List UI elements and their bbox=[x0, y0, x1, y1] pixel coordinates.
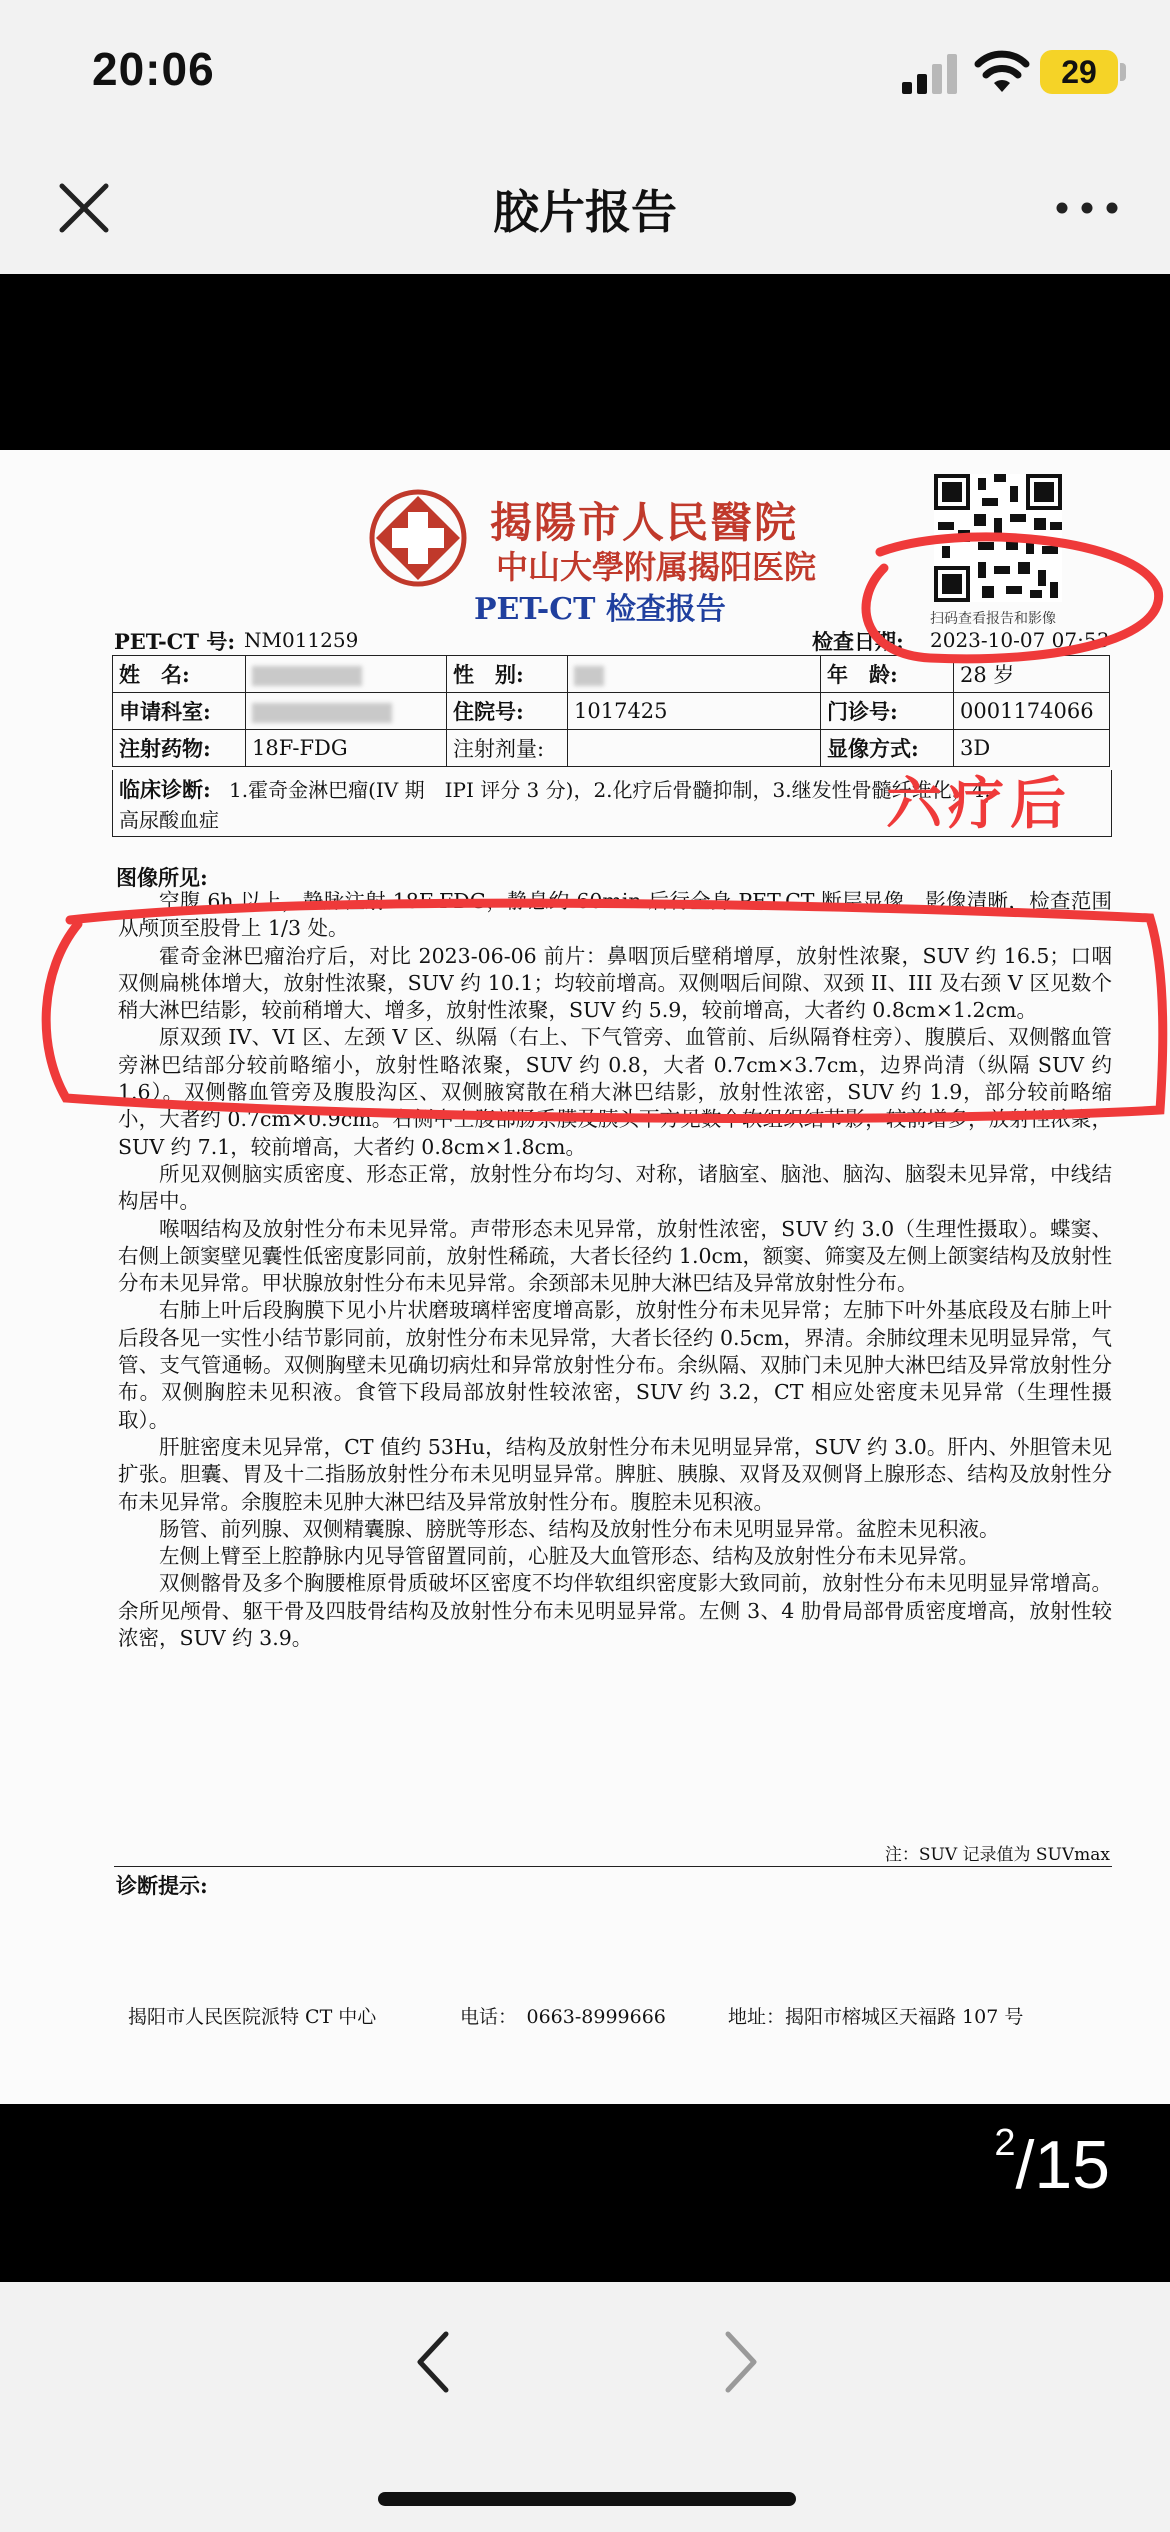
petct-number-label: PET-CT 号: bbox=[114, 629, 236, 654]
findings-paragraph: 所见双侧脑实质密度、形态正常，放射性分布均匀、对称，诸脑室、脑池、脑沟、脑裂未见异常，中线结构居中。 bbox=[118, 1161, 1112, 1214]
total-pages: /15 bbox=[1015, 2127, 1110, 2203]
battery-tip bbox=[1120, 63, 1126, 81]
findings-paragraph: 左侧上臂至上腔静脉内见导管留置同前，心脏及大血管形态、结构及放射性分布未见异常。 bbox=[159, 1544, 979, 1569]
findings-label: 图像所见: bbox=[116, 865, 208, 890]
name-value bbox=[246, 656, 447, 693]
patient-info-table bbox=[112, 655, 1110, 767]
hospital-subtitle: 中山大學附属揭阳医院 bbox=[496, 548, 817, 586]
report-title: PET-CT 检查报告 bbox=[474, 592, 726, 627]
divider bbox=[114, 1866, 1112, 1867]
dept-label: 申请科室: bbox=[113, 693, 246, 730]
findings-text bbox=[118, 888, 1112, 1652]
dose-label: 注射剂量: bbox=[447, 730, 568, 767]
qr-caption: 扫码查看报告和影像 bbox=[930, 611, 1056, 627]
findings-paragraph: 双侧髂骨及多个胸腰椎原骨质破坏区密度不均伴软组织密度影大致同前，放射性分布未见明显异常增高。余所见颅骨、躯干骨及四肢骨结构及放射性分布未见明显异常。左侧 3、4 肋骨局部骨质密度增高，放射性较浓密，SUV 约 3.9。 bbox=[118, 1571, 1112, 1651]
nav-bar bbox=[0, 140, 1170, 274]
qr-code-icon bbox=[934, 474, 1062, 602]
age-value: 28 岁 bbox=[954, 656, 1110, 693]
battery-icon: 29 bbox=[1040, 50, 1118, 94]
status-time: 20:06 bbox=[92, 43, 215, 95]
drug-label: 注射药物: bbox=[113, 730, 246, 767]
clinical-diagnosis-line1: 1.霍奇金淋巴瘤(IV 期 IPI 评分 3 分)，2.化疗后骨髓抑制，3.继发性骨髓纤维化，4. bbox=[229, 778, 991, 802]
exam-date-value: 2023-10-07 07:53 bbox=[930, 628, 1110, 652]
annotation-text: 六疗后 bbox=[886, 772, 1072, 837]
chevron-right-icon[interactable] bbox=[710, 2322, 770, 2402]
outpatient-value: 0001174066 bbox=[954, 693, 1110, 730]
status-bar bbox=[0, 0, 1170, 140]
report-image[interactable] bbox=[0, 450, 1170, 2104]
more-options-icon[interactable] bbox=[1052, 180, 1122, 236]
sex-value bbox=[568, 656, 821, 693]
hospital-logo-icon bbox=[368, 488, 468, 588]
findings-paragraph: 霍奇金淋巴瘤治疗后，对比 2023-06-06 前片：鼻咽顶后壁稍增厚，放射性浓聚，SUV 约 16.5；口咽双侧扁桃体增大，放射性浓聚，SUV 约 10.1；均较前增高。双侧咽后间隙、双颈 II、III 及右颈 V 区见数个稍大淋巴结影，较前稍增大、增多，放射性浓聚，SUV 约 5.9，较前增高，大者约 0.8cm×1.2cm。 bbox=[118, 943, 1112, 1023]
page-counter bbox=[994, 2122, 1110, 2204]
suv-note: 注：SUV 记录值为 SUVmax bbox=[884, 1845, 1110, 1865]
wifi-icon bbox=[974, 48, 1030, 94]
page-title: 胶片报告 bbox=[493, 185, 677, 239]
clinical-diagnosis-label: 临床诊断: bbox=[119, 777, 211, 802]
footer-center-name: 揭阳市人民医院派特 CT 中心 bbox=[128, 2006, 377, 2028]
inpatient-label: 住院号: bbox=[447, 693, 568, 730]
display-mode-value: 3D bbox=[954, 730, 1110, 767]
diagnosis-hint-label: 诊断提示: bbox=[116, 1873, 208, 1898]
viewer-bottom-bar bbox=[0, 2104, 1170, 2282]
current-page: 2 bbox=[994, 2122, 1016, 2164]
chevron-left-icon[interactable] bbox=[404, 2322, 464, 2402]
clinical-diagnosis-line2: 高尿酸血症 bbox=[119, 808, 219, 832]
home-indicator[interactable] bbox=[378, 2492, 796, 2506]
bottom-nav bbox=[0, 2282, 1170, 2532]
drug-value: 18F-FDG bbox=[246, 730, 447, 767]
findings-paragraph: 肠管、前列腺、双侧精囊腺、膀胱等形态、结构及放射性分布未见明显异常。盆腔未见积液。 bbox=[159, 1516, 1000, 1541]
exam-date-label: 检查日期: bbox=[812, 629, 904, 654]
sex-label: 性 别: bbox=[447, 656, 568, 693]
dept-value bbox=[246, 693, 447, 730]
inpatient-value: 1017425 bbox=[568, 693, 821, 730]
age-label: 年 龄: bbox=[821, 656, 954, 693]
petct-number-value: NM011259 bbox=[244, 628, 359, 652]
findings-paragraph: 肝脏密度未见异常，CT 值约 53Hu，结构及放射性分布未见明显异常，SUV 约 3.0。肝内、外胆管未见扩张。胆囊、胃及十二指肠放射性分布未见明显异常。脾脏、胰腺、双肾及双侧肾上腺形态、结构及放射性分布未见异常。余腹腔未见肿大淋巴结及异常放射性分布。腹腔未见积液。 bbox=[118, 1434, 1112, 1514]
findings-paragraph: 原双颈 IV、VI 区、左颈 V 区、纵隔（右上、下气管旁、血管前、后纵隔脊柱旁）、腹膜后、双侧髂血管旁淋巴结部分较前略缩小，放射性略浓聚，SUV 约 0.8，大者 0.7cm×3.7cm，边界尚清（纵隔 SUV 约 1.6）。双侧髂血管旁及腹股沟区、双侧腋窝散在稍大淋巴结影，放射性浓密，SUV 约 1.9，部分较前略缩小，大者约 0.7cm×0.9cm。右侧中上腹部肠系膜及胰头下方见数个软组织结节影，较前增多，放射性浓聚，SUV 约 7.1，较前增高，大者约 0.8cm×1.8cm。 bbox=[118, 1025, 1112, 1159]
footer-phone: 电话： 0663-8999666 bbox=[460, 2006, 666, 2028]
cellular-signal-icon bbox=[900, 52, 960, 94]
name-label: 姓 名: bbox=[113, 656, 246, 693]
findings-paragraph: 空腹 6h 以上，静脉注射 18F-FDG，静息约 60min 后行全身 PET-CT 断层显像，影像清晰，检查范围从颅顶至股骨上 1/3 处。 bbox=[118, 889, 1112, 941]
dose-value bbox=[568, 730, 821, 767]
findings-paragraph: 右肺上叶后段胸膜下见小片状磨玻璃样密度增高影，放射性分布未见异常；左肺下叶外基底段及右肺上叶后段各见一实性小结节影同前，放射性分布未见异常，大者长径约 0.5cm，界清。余肺纹理未见明显异常，气管、支气管通畅。双侧胸壁未见确切病灶和异常放射性分布。余纵隔、双肺门未见肿大淋巴结及异常放射性分布。双侧胸腔未见积液。食管下段局部放射性较浓密，SUV 约 3.2，CT 相应处密度未见异常（生理性摄取）。 bbox=[118, 1298, 1112, 1432]
footer-address: 地址：揭阳市榕城区天福路 107 号 bbox=[728, 2006, 1024, 2028]
display-mode-label: 显像方式: bbox=[821, 730, 954, 767]
viewer-top-bar bbox=[0, 274, 1170, 450]
hospital-name: 揭陽市人民醫院 bbox=[490, 498, 799, 547]
outpatient-label: 门诊号: bbox=[821, 693, 954, 730]
findings-paragraph: 喉咽结构及放射性分布未见异常。声带形态未见异常，放射性浓密，SUV 约 3.0（生理性摄取）。蝶窦、右侧上颌窦壁见囊性低密度影同前，放射性稀疏，大者长径约 1.0cm，额窦、筛窦及左侧上颌窦结构及放射性分布未见异常。甲状腺放射性分布未见异常。余颈部未见肿大淋巴结及异常放射性分布。 bbox=[118, 1216, 1112, 1296]
